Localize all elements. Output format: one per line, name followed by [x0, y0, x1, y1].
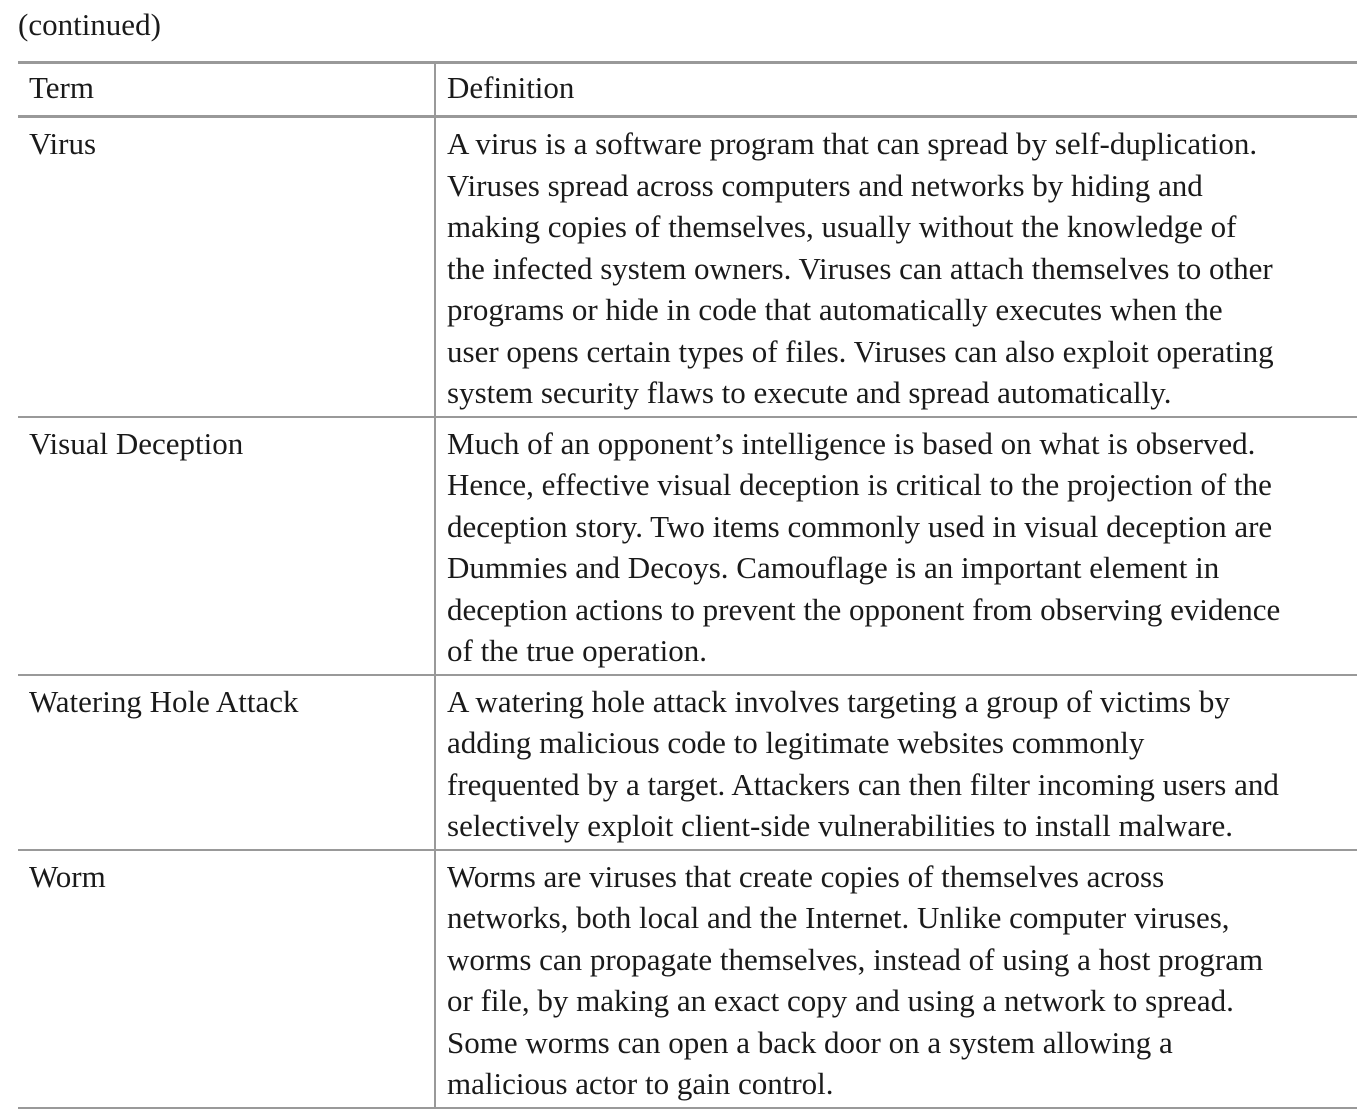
definition-cell	[435, 417, 1357, 675]
term-cell: Virus	[29, 126, 97, 161]
definition-line: A virus is a software program that can spread by self-duplication.	[447, 126, 1258, 161]
definition-line: deception story. Two items commonly used in visual deception are	[447, 508, 1273, 544]
term-cell: Watering Hole Attack	[29, 683, 299, 719]
definition-line: frequented by a target. Attackers can then filter incoming users and	[447, 766, 1279, 802]
definition-cell	[435, 675, 1357, 850]
table-header-row	[18, 63, 1357, 117]
definition-line: system security flaws to execute and spread automatically.	[447, 375, 1172, 410]
definition-line: networks, both local and the Internet. Unlike computer viruses,	[447, 900, 1230, 935]
definition-line: the infected system owners. Viruses can attach themselves to other	[447, 250, 1273, 286]
table-row	[18, 675, 1357, 850]
definition-line: adding malicious code to legitimate websites commonly	[447, 725, 1145, 760]
definition-line: making copies of themselves, usually without the knowledge of	[447, 209, 1237, 244]
definition-line: worms can propagate themselves, instead of using a host program	[447, 941, 1264, 977]
term-cell: Visual Deception	[29, 425, 244, 461]
definition-line: Much of an opponent’s intelligence is based on what is observed.	[447, 425, 1256, 461]
definition-line: Dummies and Decoys. Camouflage is an important element in	[447, 550, 1220, 585]
definition-line: or file, by making an exact copy and using a network to spread.	[447, 983, 1234, 1018]
definition-cell	[435, 117, 1357, 417]
definition-line: Some worms can open a back door on a system allowing a	[447, 1024, 1173, 1060]
definition-line: deception actions to prevent the opponent from observing evidence	[447, 591, 1281, 627]
term-column-header: Term	[29, 70, 94, 105]
definition-line: programs or hide in code that automatically executes when the	[447, 292, 1223, 327]
definition-line: of the true operation.	[447, 633, 707, 668]
definition-line: Hence, effective visual deception is critical to the projection of the	[447, 467, 1272, 502]
glossary-table	[18, 61, 1357, 1109]
table-row	[18, 417, 1357, 675]
definition-column-header: Definition	[435, 63, 1357, 117]
definition-line: A watering hole attack involves targeting a group of victims by	[447, 683, 1230, 719]
definition-line: user opens certain types of files. Viruses can also exploit operating	[447, 333, 1274, 369]
table-row	[18, 117, 1357, 417]
definition-line: Worms are viruses that create copies of themselves across	[447, 858, 1165, 894]
definition-line: Viruses spread across computers and networks by hiding and	[447, 167, 1203, 203]
table-row	[18, 850, 1357, 1108]
continued-label: (continued)	[18, 7, 161, 42]
definition-cell	[435, 850, 1357, 1108]
definition-line: selectively exploit client-side vulnerabilities to install malware.	[447, 808, 1233, 843]
definition-line: malicious actor to gain control.	[447, 1066, 834, 1101]
term-cell: Worm	[29, 858, 106, 894]
